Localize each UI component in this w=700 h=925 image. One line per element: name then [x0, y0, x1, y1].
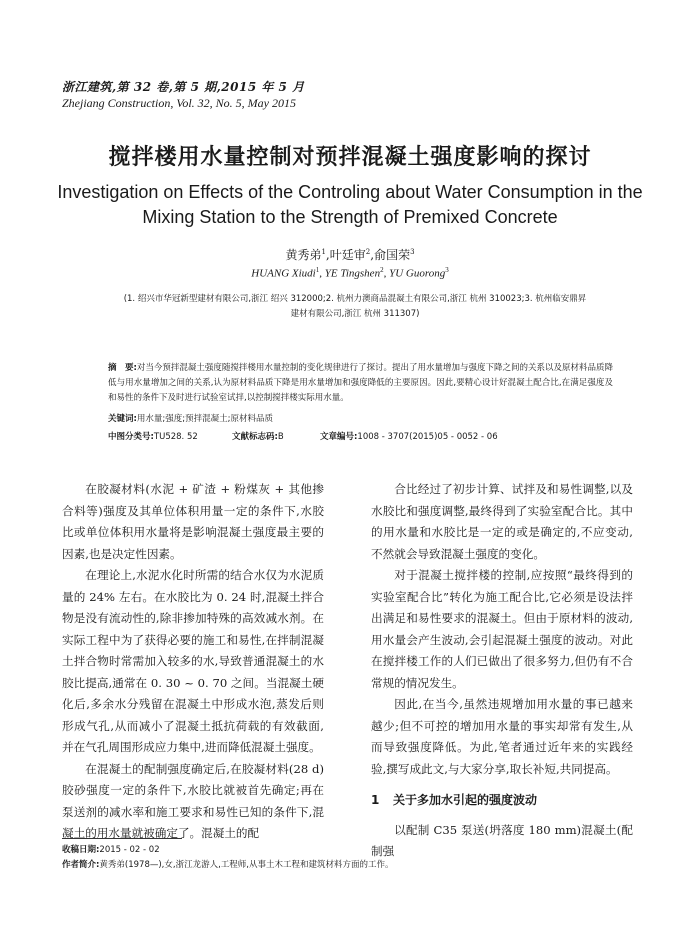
keywords	[108, 412, 613, 424]
keywords-text: 用水量;强度;预拌混凝土;原材料品质	[136, 414, 273, 424]
body-paragraph: 因此,在当今,虽然违规增加用水量的事已越来越少;但不可控的增加用水量的事实却常有发生,从而导致强度降低。为此,笔者通过近年来的实践经验,撰写成此文,与大家分享,取长补短,共同提高。	[371, 697, 633, 776]
clc-item	[108, 430, 198, 442]
article-number-label: 文章编号:	[320, 432, 358, 442]
abstract	[108, 361, 613, 406]
authors-en: HUANG Xiudi$^1$, YE Tingshen$^2$, YU Guorong$^3$	[251, 266, 449, 280]
author-1-en-sup: 1	[315, 266, 320, 274]
body-paragraph: 在胶凝材料(水泥 + 矿渣 + 粉煤灰 + 其他掺合料等)强度及其单位体积用量一定的条件下,水胶比或单位体积用水量将是影响混凝土强度最主要的因素,也是决定性因素。	[62, 482, 324, 561]
author-2-cn-sup: 2	[365, 248, 371, 256]
keywords-label: 关键词:	[108, 414, 137, 424]
footnote-rule	[62, 838, 182, 839]
section-1-number: 1	[371, 793, 380, 807]
article-number-value: 1008 - 3707(2015)05 - 0052 - 06	[357, 432, 498, 442]
title-en: Investigation on Effects of the Controling about Water Consumption in the Mixing Station to the Strength of Premixed Concrete	[57, 182, 643, 227]
journal-line-en: Zhejiang Construction, Vol. 32, No. 5, May 2015	[62, 96, 296, 110]
title-cn: 搅拌楼用水量控制对预拌混凝土强度影响的探讨	[108, 145, 592, 170]
clc-value: TU528. 52	[153, 432, 198, 442]
abstract-text: 对当今预拌混凝土强度随搅拌楼用水量控制的变化规律进行了探讨。提出了用水量增加与强度下降之间的关系以及原材料品质降低与用水量增加之间的关系,认为原材料品质下降是用水量增加和强度降低的主要原因。因此,要精心设计好混凝土配合比,在满足强度及和易性的条件下及时进行试验室试拌,以控制搅拌楼实际用水量。	[108, 363, 613, 403]
authors-cn: 黄秀弟$^1$,叶廷审$^2$,俞国荣$^3$	[285, 248, 415, 262]
section-1-text: 以配制 C35 泵送(坍落度 180 mm)混凝土(配制强	[371, 822, 633, 858]
body-column-right	[371, 479, 633, 863]
received-date: 2015 - 02 - 02	[99, 845, 160, 855]
footnote-author-bio	[62, 858, 642, 870]
bio-label: 作者简介:	[62, 860, 100, 870]
body-paragraph: 在理论上,水泥水化时所需的结合水仅为水泥质量的 24% 左右。在水胶比为 0. 24 时,混凝土拌合物是没有流动性的,除非掺加特殊的高效减水剂。在实际工程中为了获得必要的施工和易性,在拌制混凝土拌合物时常需加入较多的水,导致普通混凝土的水胶比提高,通常在 0. 30 ~ 0. 70 之间。当混凝土硬化后,多余水分残留在混凝土中形成水泡,蒸发后则形成气孔,从而减小了混凝土抵抗荷载的有效截面,并在气孔周围形成应力集中,进而降低混凝土强度。	[62, 568, 324, 754]
author-1-cn: 黄秀弟	[285, 248, 322, 262]
author-1-cn-sup: 1	[321, 248, 326, 256]
body-paragraph: 合比经过了初步计算、试拌及和易性调整,以及水胶比和强度调整,最终得到了实验室配合比。其中的用水量和水胶比是一定的或是确定的,不应变动,不然就会导致混凝土强度的变化。	[371, 482, 633, 561]
doc-code-value: B	[277, 432, 284, 442]
journal-line-cn: 浙江建筑,第 32 卷,第 5 期,2015 年 5 月	[62, 80, 305, 94]
article-number-item	[320, 430, 498, 442]
section-1-heading	[371, 790, 633, 812]
body-column-left	[62, 479, 324, 845]
author-3-cn: 俞国荣	[374, 248, 411, 262]
author-1-en: HUANG Xiudi	[251, 267, 316, 280]
author-3-en: YU Guorong	[389, 267, 446, 280]
footnote-received	[62, 843, 642, 855]
doc-code-label: 文献标志码:	[232, 432, 278, 442]
clc-label: 中图分类号:	[108, 432, 154, 442]
author-2-en: YE Tingshen	[324, 267, 381, 280]
author-3-en-sup: 3	[445, 266, 449, 274]
body-paragraph: 对于混凝土搅拌楼的控制,应按照“最终得到的实验室配合比”转化为施工配合比,它必须是设法拌出满足和易性要求的混凝土。但由于原材料的波动,用水量会产生波动,会引起混凝土强度的波动。对此在搅拌楼工作的人们已做出了很多努力,但仍有不合常规的情况发生。	[371, 568, 633, 690]
affiliations: (1. 绍兴市华冠新型建材有限公司,浙江 绍兴 312000;2. 杭州力澳商品混凝土有限公司,浙江 杭州 310023;3. 杭州临安鼎昇建材有限公司,浙江 杭州 311307)	[123, 294, 587, 319]
body-paragraph: 在混凝土的配制强度确定后,在胶凝材料(28 d)胶砂强度一定的条件下,水胶比就被首先确定;再在泵送剂的减水率和施工要求和易性已知的条件下,混凝土的用水量就被确定了。混凝土的配	[62, 761, 324, 840]
author-3-cn-sup: 3	[410, 248, 415, 256]
doc-code-item	[232, 430, 284, 442]
author-2-cn: 叶廷审	[329, 248, 366, 262]
received-label: 收稿日期:	[62, 845, 100, 855]
author-2-en-sup: 2	[380, 266, 384, 274]
bio-text: 黄秀弟(1978—),女,浙江龙游人,工程师,从事土木工程和建筑材料方面的工作。	[99, 860, 394, 870]
section-1-title: 关于多加水引起的强度波动	[393, 793, 538, 807]
abstract-label: 摘 要:	[108, 363, 137, 373]
